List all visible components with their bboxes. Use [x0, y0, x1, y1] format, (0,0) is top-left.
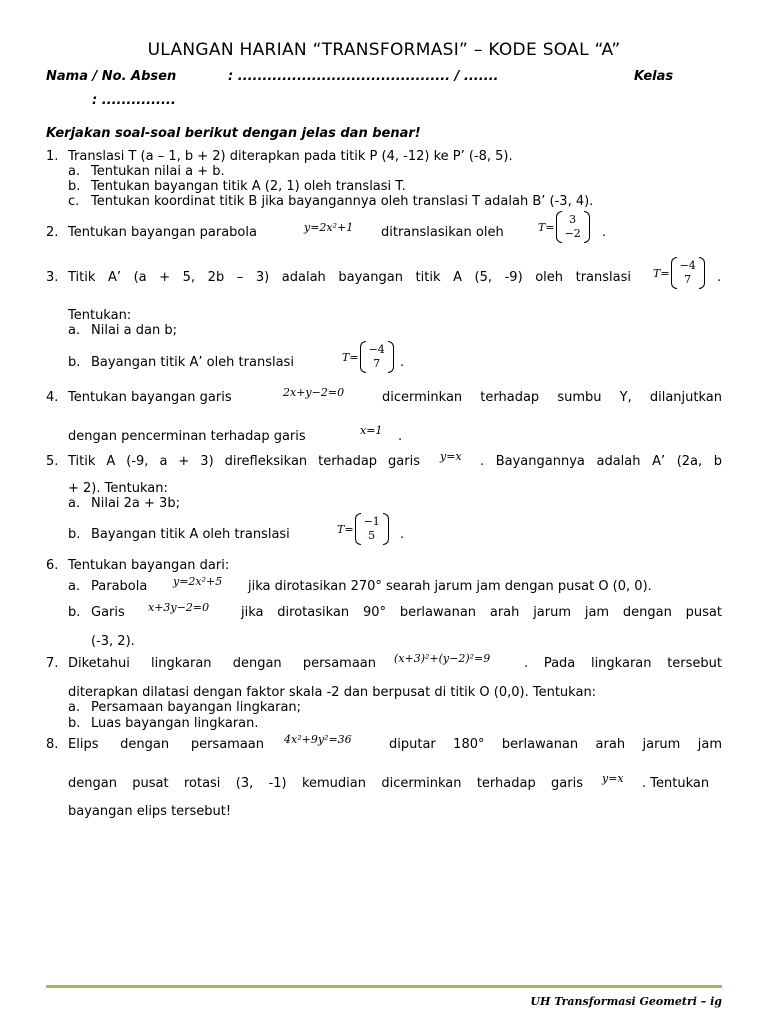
q1-text: Translasi T (a – 1, b + 2) diterapkan pada titik P (4, -12) ke P’ (-8, 5).: [68, 149, 513, 164]
q6-b-text2: jika dirotasikan 90° berlawanan arah jarum jam dengan pusat: [241, 605, 722, 620]
q1-c-letter: c.: [68, 194, 80, 209]
q5-number: 5.: [46, 454, 59, 469]
right-paren: [388, 341, 394, 373]
q2-text2: ditranslasikan oleh: [381, 225, 504, 240]
q8-math: 4x²+9y²=36: [284, 733, 352, 746]
q4-math: 2x+y−2=0: [283, 386, 345, 399]
footer-text: UH Transformasi Geometri – ig: [530, 995, 722, 1008]
q1-b-letter: b.: [68, 179, 81, 194]
q7-text2: . Pada lingkaran tersebut: [524, 656, 722, 671]
q2-end: .: [602, 225, 607, 240]
q2-matrix: [538, 211, 590, 243]
q3-b-matrix-label: T=: [342, 350, 359, 364]
q1-b-text: Tentukan bayangan titik A (2, 1) oleh translasi T.: [91, 179, 406, 194]
right-paren: [699, 257, 705, 289]
q5-text1: Titik A (-9, a + 3) direfleksikan terhadap garis: [68, 454, 420, 469]
q6-a-letter: a.: [68, 579, 81, 594]
q5-matrix-bottom: 5: [368, 529, 376, 542]
q6-a-text2: jika dirotasikan 270° searah jarum jam dengan pusat O (0, 0).: [248, 579, 652, 594]
q4-text1: Tentukan bayangan garis: [68, 390, 232, 405]
q1-a-letter: a.: [68, 164, 81, 179]
q3-b-matrix-top: −4: [368, 343, 385, 356]
q6-b-letter: b.: [68, 605, 81, 620]
q5-text3: + 2). Tentukan:: [68, 481, 168, 496]
q5-b-text: Bayangan titik A oleh translasi: [91, 527, 290, 542]
q2-math: y=2x²+1: [304, 221, 354, 234]
q8-text1: Elips dengan persamaan: [68, 737, 264, 752]
right-paren: [383, 513, 389, 545]
q3-a-letter: a.: [68, 323, 81, 338]
right-paren: [584, 211, 590, 243]
q3-number: 3.: [46, 270, 59, 285]
q6-b-math: x+3y−2=0: [148, 601, 210, 614]
q6-a-text1: Parabola: [91, 579, 148, 594]
q8-math2: y=x: [602, 772, 624, 785]
q3-b-text: Bayangan titik A’ oleh translasi: [91, 355, 294, 370]
q5-math: y=x: [440, 450, 462, 463]
q3-a-text: Nilai a dan b;: [91, 323, 177, 338]
instruction: Kerjakan soal-soal berikut dengan jelas dan benar!: [46, 126, 421, 141]
q3-matrix-label: T=: [653, 266, 670, 280]
q4-text3: dengan pencerminan terhadap garis: [68, 429, 306, 444]
q6-a-math: y=2x²+5: [173, 575, 223, 588]
q8-text2: diputar 180° berlawanan arah jarum jam: [389, 737, 722, 752]
q3-b-end: .: [400, 355, 405, 370]
q8-text5: bayangan elips tersebut!: [68, 804, 232, 819]
q4-math2: x=1: [360, 424, 383, 437]
q5-text2: . Bayangannya adalah A’ (2a, b: [480, 454, 722, 469]
q3-matrix-bottom: 7: [684, 273, 692, 286]
q2-matrix-label: T=: [538, 220, 555, 234]
q5-matrix: [337, 513, 389, 545]
q6-b-text1: Garis: [91, 605, 125, 620]
q7-text1: Diketahui lingkaran dengan persamaan: [68, 656, 376, 671]
q7-number: 7.: [46, 656, 59, 671]
q3-matrix: [653, 257, 705, 289]
q1-number: 1.: [46, 149, 59, 164]
q5-b-letter: b.: [68, 527, 81, 542]
q1-c-text: Tentukan koordinat titik B jika bayangannya oleh translasi T adalah B’ (-3, 4).: [91, 194, 594, 209]
q7-a-text: Persamaan bayangan lingkaran;: [91, 700, 302, 715]
q8-text3: dengan pusat rotasi (3, -1) kemudian dicerminkan terhadap garis: [68, 776, 583, 791]
q2-matrix-bottom: −2: [564, 227, 581, 240]
kelas-value: : ...............: [92, 93, 176, 108]
q8-text4: . Tentukan: [642, 776, 710, 791]
q7-math: (x+3)²+(y−2)²=9: [394, 652, 491, 665]
q5-matrix-top: −1: [363, 515, 380, 528]
q6-b-text3: (-3, 2).: [91, 634, 135, 649]
footer-divider: [46, 985, 722, 988]
nama-label: Nama / No. Absen: [46, 69, 177, 84]
q5-matrix-label: T=: [337, 522, 354, 536]
q7-a-letter: a.: [68, 700, 81, 715]
q1-a-text: Tentukan nilai a + b.: [91, 164, 225, 179]
q8-number: 8.: [46, 737, 59, 752]
page-title: ULANGAN HARIAN “TRANSFORMASI” – KODE SOAL “A”: [147, 40, 621, 60]
q7-b-text: Luas bayangan lingkaran.: [91, 716, 259, 731]
q2-text1: Tentukan bayangan parabola: [68, 225, 257, 240]
q3-b-matrix: [342, 341, 394, 373]
q7-b-letter: b.: [68, 716, 81, 731]
nama-value: : ........................................... / .......: [228, 69, 499, 84]
q3-text: Titik A’ (a + 5, 2b – 3) adalah bayangan titik A (5, -9) oleh translasi: [68, 270, 631, 285]
q6-text: Tentukan bayangan dari:: [68, 558, 230, 573]
q2-number: 2.: [46, 225, 59, 240]
q3-b-matrix-bottom: 7: [373, 357, 381, 370]
q2-matrix-top: 3: [569, 213, 577, 226]
q6-number: 6.: [46, 558, 59, 573]
q5-a-text: Nilai 2a + 3b;: [91, 496, 180, 511]
q5-a-letter: a.: [68, 496, 81, 511]
q3-matrix-top: −4: [679, 259, 696, 272]
kelas-label: Kelas: [634, 69, 674, 84]
q3-tentukan: Tentukan:: [68, 308, 132, 323]
q5-end: .: [400, 527, 405, 542]
q4-end: .: [398, 429, 403, 444]
q7-text3: diterapkan dilatasi dengan faktor skala -2 dan berpusat di titik O (0,0). Tentukan:: [68, 685, 597, 700]
q4-number: 4.: [46, 390, 59, 405]
q4-text2: dicerminkan terhadap sumbu Y, dilanjutkan: [382, 390, 722, 405]
q3-end: .: [717, 270, 722, 285]
q3-b-letter: b.: [68, 355, 81, 370]
